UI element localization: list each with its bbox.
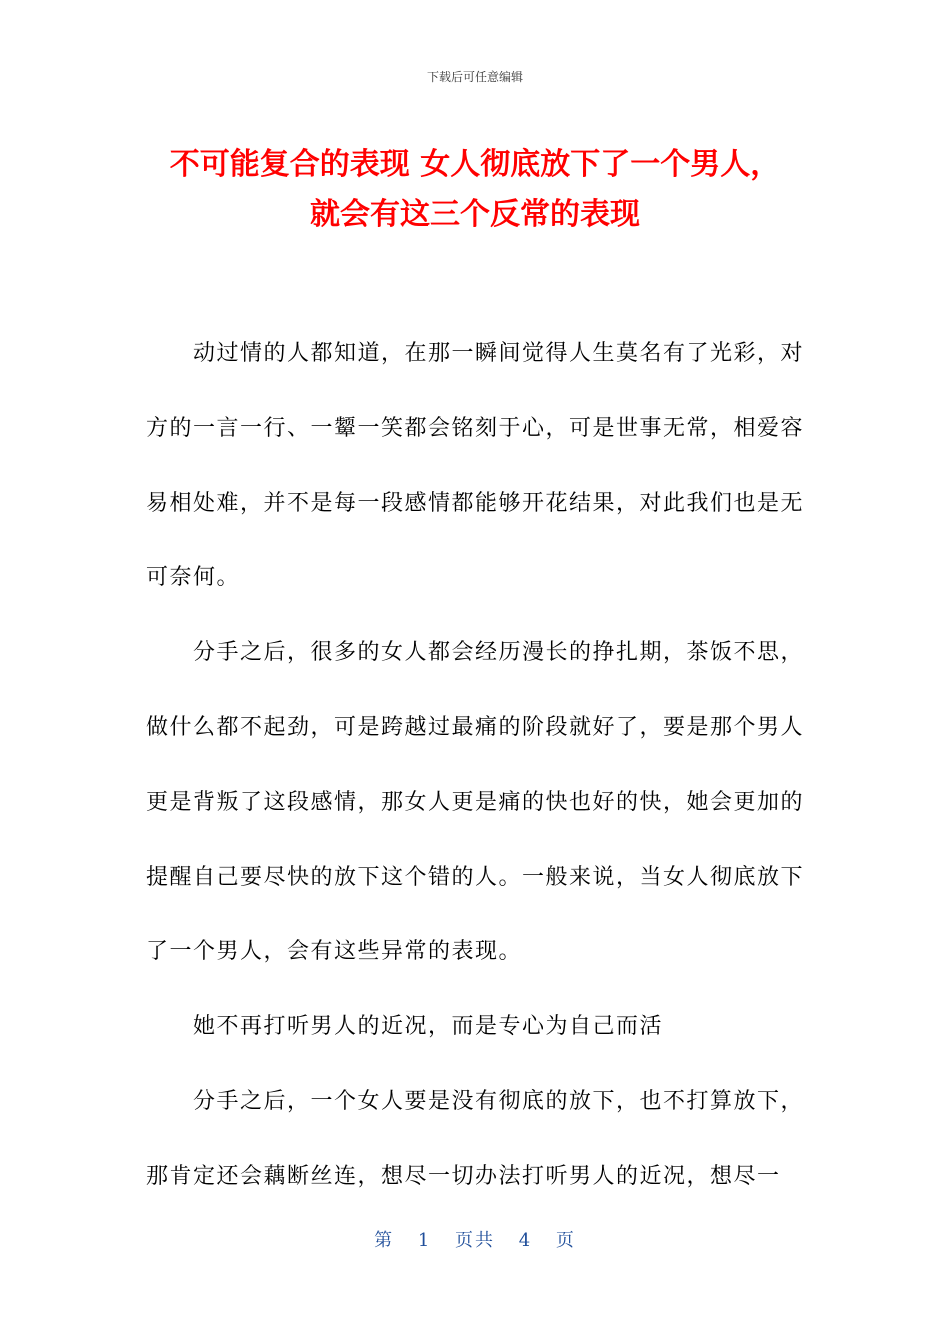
total-pages-number: 4 [518, 1230, 533, 1251]
paragraph: 动过情的人都知道，在那一瞬间觉得人生莫名有了光彩，对方的一言一行、一颦一笑都会铭刻于心，可是世事无常，相爱容易相处难，并不是每一段感情都能够开花结果，对此我们也是无可奈何。 [146, 341, 805, 591]
page-header-note: 下载后可任意编辑 [426, 70, 523, 84]
total-label: 页共 [455, 1230, 495, 1251]
paragraph: 分手之后，一个女人要是没有彻底的放下，也不打算放下，那肯定还会藕断丝连，想尽一切办法打听男人的近况，想尽一 [146, 1088, 805, 1189]
document-body [146, 317, 816, 1215]
paragraph: 分手之后，很多的女人都会经历漫长的挣扎期，茶饭不思，做什么都不起劲，可是跨越过最痛的阶段就好了，要是那个男人更是背叛了这段感情，那女人更是痛的快也好的快，她会更加的提醒自己要尽快的放下这个错的人。一般来说，当女人彻底放下了一个男人，会有这些异常的表现。 [146, 640, 805, 965]
page-label: 第 [374, 1230, 395, 1251]
document-title-line-2: 就会有这三个反常的表现 [310, 197, 640, 232]
document-title [120, 140, 830, 240]
document-title-line-1: 不可能复合的表现 女人彻底放下了一个男人， [169, 147, 781, 182]
page-footer [0, 1226, 950, 1252]
page-end-label: 页 [555, 1230, 576, 1251]
current-page-number: 1 [417, 1230, 432, 1251]
paragraph: 她不再打听男人的近况，而是专心为自己而活 [193, 1014, 664, 1040]
